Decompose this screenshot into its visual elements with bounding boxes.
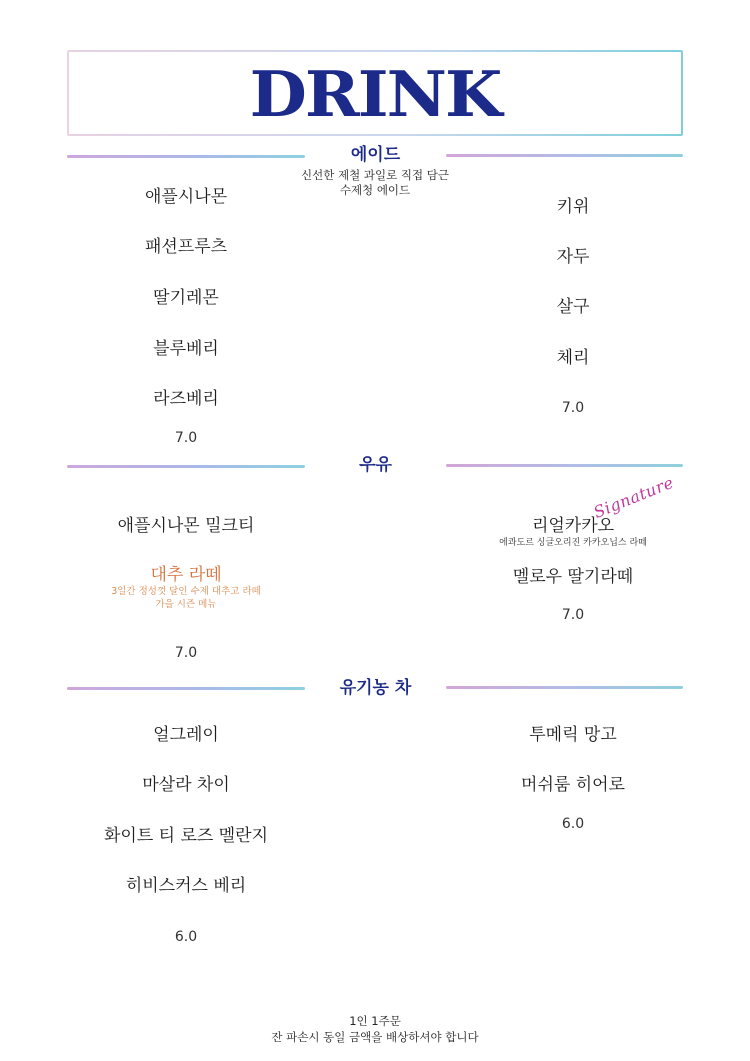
- tea-right-price: 6.0: [561, 816, 585, 832]
- tea-item-white-tea-rose-melange: 화이트 티 로즈 멜란지: [103, 826, 268, 846]
- ade-item-blueberry: 블루베리: [153, 339, 219, 359]
- jujube-latte-description: 3일간 정성껏 달인 수제 대추고 라떼: [111, 586, 261, 597]
- ade-description-line1: 신선한 제철 과일로 직접 담근: [301, 168, 449, 182]
- tea-item-mushroom-hero: 머쉬룸 히어로: [521, 775, 625, 795]
- title-box: [67, 50, 683, 136]
- tea-section-title: 유기농 차: [339, 678, 412, 698]
- ade-description-line2: 수제청 에이드: [339, 183, 411, 197]
- footer-order-policy: 1인 1주문: [349, 1014, 401, 1028]
- ade-divider-right: [446, 154, 683, 157]
- ade-divider-left: [67, 155, 305, 158]
- milk-right-price: 7.0: [561, 607, 585, 623]
- milk-item-jujube-latte: 대추 라떼: [150, 565, 222, 585]
- ade-item-apricot: 살구: [556, 297, 590, 317]
- ade-item-strawberry-lemon: 딸기레몬: [153, 288, 219, 308]
- milk-item-real-cacao: 리얼카카오: [531, 516, 615, 536]
- ade-item-apple-cinnamon: 애플시나몬: [144, 187, 228, 207]
- milk-left-price: 7.0: [174, 645, 198, 661]
- ade-left-price: 7.0: [174, 430, 198, 446]
- ade-item-plum: 자두: [556, 247, 590, 267]
- milk-item-apple-cinnamon-milk-tea: 애플시나몬 밀크티: [117, 516, 255, 536]
- tea-left-price: 6.0: [174, 929, 198, 945]
- tea-item-masala-chai: 마살라 차이: [142, 775, 230, 795]
- ade-section-title: 에이드: [350, 145, 401, 165]
- ade-item-raspberry: 라즈베리: [153, 389, 219, 409]
- milk-item-mellow-strawberry-latte: 멜로우 딸기라떼: [512, 567, 634, 587]
- footer-damage-policy: 잔 파손시 동일 금액을 배상하셔야 합니다: [271, 1030, 479, 1044]
- tea-item-earl-grey: 얼그레이: [153, 725, 219, 745]
- milk-section-title: 우유: [359, 455, 392, 475]
- tea-item-turmeric-mango: 투메릭 망고: [529, 725, 617, 745]
- ade-item-kiwi: 키위: [556, 197, 590, 217]
- signature-badge: Signature: [590, 472, 677, 522]
- tea-divider-left: [67, 687, 305, 690]
- tea-item-hibiscus-berry: 히비스커스 베리: [125, 876, 247, 896]
- milk-divider-left: [67, 465, 305, 468]
- tea-divider-right: [446, 686, 683, 689]
- milk-divider-right: [446, 464, 683, 467]
- jujube-latte-season-note: 가을 시즌 메뉴: [155, 599, 217, 610]
- page-title: DRINK: [249, 56, 501, 132]
- ade-right-price: 7.0: [561, 400, 585, 416]
- ade-item-passion-fruit: 패션프루츠: [144, 237, 228, 257]
- ade-item-cherry: 체리: [556, 348, 590, 368]
- real-cacao-description: 에콰도르 싱글오리진 카카오닙스 라떼: [499, 538, 647, 548]
